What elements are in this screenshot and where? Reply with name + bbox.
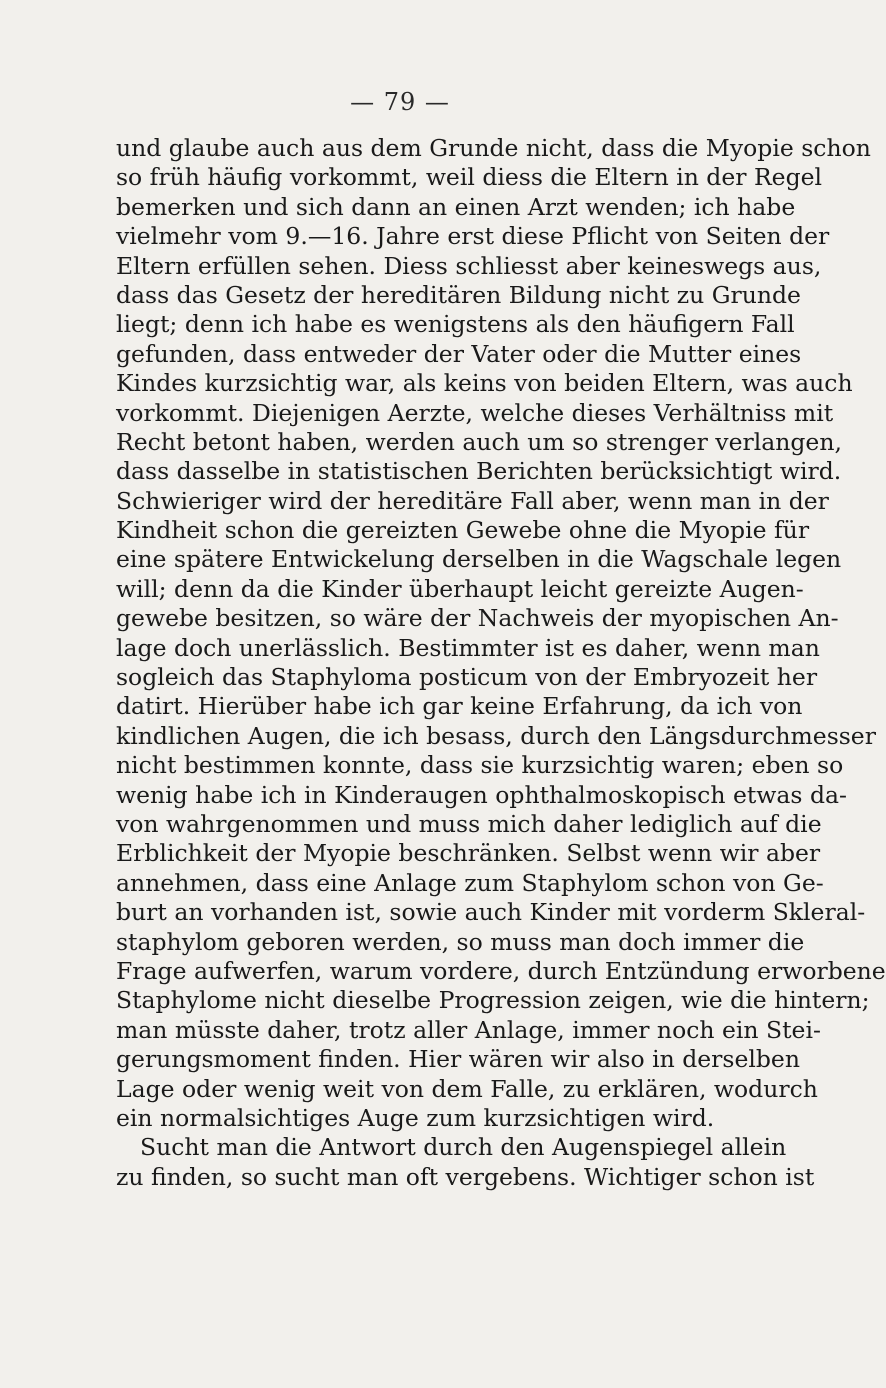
text-line: vorkommt. Diejenigen Aerzte, welche dieses Verhältniss mit <box>116 398 834 427</box>
text-line: gewebe besitzen, so wäre der Nachweis der myopischen An- <box>116 604 839 633</box>
text-line: bemerken und sich dann an einen Arzt wenden; ich habe <box>116 192 796 221</box>
text-line: Eltern erfüllen sehen. Diess schliesst aber keineswegs aus, <box>116 251 822 280</box>
text-line: Kindes kurzsichtig war, als keins von beiden Eltern, was auch <box>116 369 853 398</box>
text-line: gerungsmoment finden. Hier wären wir also in derselben <box>116 1045 800 1074</box>
text-line: vielmehr vom 9.—16. Jahre erst diese Pflicht von Seiten der <box>116 222 830 251</box>
text-line: dass dasselbe in statistischen Berichten berücksichtigt wird. <box>116 457 842 486</box>
text-line: Erblichkeit der Myopie beschränken. Selbst wenn wir aber <box>116 839 821 868</box>
text-line: gefunden, dass entweder der Vater oder die Mutter eines <box>116 339 802 368</box>
text-line: zu finden, so sucht man oft vergebens. Wichtiger schon ist <box>116 1162 815 1191</box>
text-line: von wahrgenommen und muss mich daher lediglich auf die <box>116 809 822 838</box>
text-line: datirt. Hierüber habe ich gar keine Erfahrung, da ich von <box>116 692 803 721</box>
text-line: ein normalsichtiges Auge zum kurzsichtigen wird. <box>116 1103 715 1132</box>
text-line: Frage aufwerfen, warum vordere, durch Entzündung erworbene <box>116 956 886 985</box>
text-line: man müsste daher, trotz aller Anlage, immer noch ein Stei- <box>116 1015 821 1044</box>
page-number: — 79 — <box>350 88 450 116</box>
text-line: Schwieriger wird der hereditäre Fall aber, wenn man in der <box>116 486 829 515</box>
text-line: wenig habe ich in Kinderaugen ophthalmoskopisch etwas da- <box>116 780 847 809</box>
text-line: kindlichen Augen, die ich besass, durch den Längsdurchmesser <box>116 721 876 750</box>
text-line: staphylom geboren werden, so muss man doch immer die <box>116 927 805 956</box>
text-line: dass das Gesetz der hereditären Bildung nicht zu Grunde <box>116 280 801 309</box>
text-line: Lage oder wenig weit von dem Falle, zu erklären, wodurch <box>116 1074 818 1103</box>
text-line: so früh häufig vorkommt, weil diess die Eltern in der Regel <box>116 163 823 192</box>
text-line: nicht bestimmen konnte, dass sie kurzsichtig waren; eben so <box>116 751 844 780</box>
text-line: liegt; denn ich habe es wenigstens als den häufigern Fall <box>116 310 795 339</box>
text-line: Kindheit schon die gereizten Gewebe ohne die Myopie für <box>116 516 810 545</box>
body-text <box>116 134 886 1192</box>
text-line: annehmen, dass eine Anlage zum Staphylom schon von Ge- <box>116 868 824 897</box>
text-line: Recht betont haben, werden auch um so strenger verlangen, <box>116 427 842 456</box>
text-line: sogleich das Staphyloma posticum von der Embryozeit her <box>116 663 818 692</box>
text-line: will; denn da die Kinder überhaupt leicht gereizte Augen- <box>116 574 804 603</box>
text-line: lage doch unerlässlich. Bestimmter ist es daher, wenn man <box>116 633 820 662</box>
text-line: und glaube auch aus dem Grunde nicht, dass die Myopie schon <box>116 134 871 162</box>
text-line: burt an vorhanden ist, sowie auch Kinder mit vorderm Skleral- <box>116 898 866 927</box>
text-line: Staphylome nicht dieselbe Progression zeigen, wie die hintern; <box>116 986 870 1015</box>
text-line: Sucht man die Antwort durch den Augenspiegel allein <box>140 1133 787 1162</box>
text-line: eine spätere Entwickelung derselben in die Wagschale legen <box>116 545 842 574</box>
